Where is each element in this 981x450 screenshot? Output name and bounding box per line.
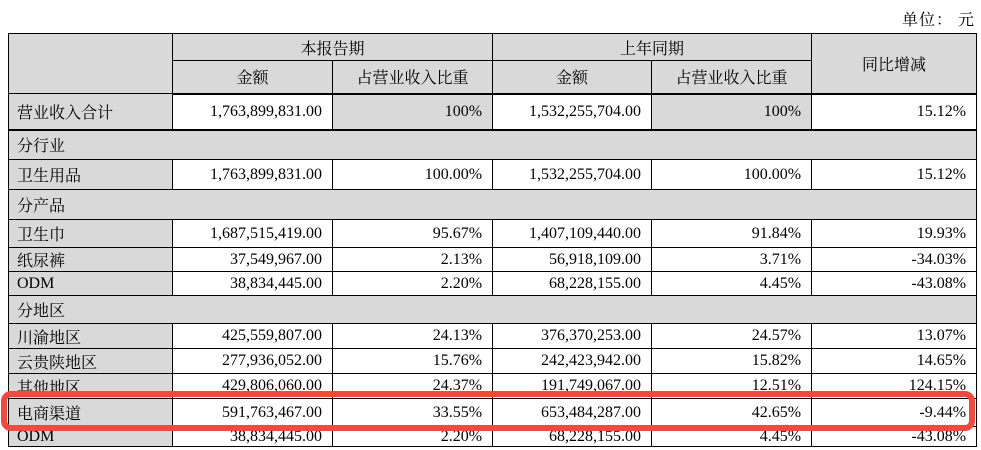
- ratio-cell: 2.20%: [333, 427, 493, 447]
- amount-cell: 37,549,967.00: [173, 248, 333, 272]
- header-prior-period: 上年同期: [493, 34, 812, 61]
- revenue-breakdown-table: [8, 33, 977, 447]
- header-row-label-spacer: [9, 34, 173, 94]
- header-current-ratio: 占营业收入比重: [333, 61, 493, 94]
- ratio-cell: 15.76%: [333, 349, 493, 374]
- table-header: [9, 34, 977, 94]
- ratio-cell: 33.55%: [333, 399, 493, 427]
- ratio-cell: 12.51%: [652, 374, 812, 399]
- unit-note: 单位： 元: [901, 12, 975, 29]
- table-row: [9, 427, 977, 447]
- amount-cell: 653,484,287.00: [493, 399, 652, 427]
- yoy-cell: 19.93%: [812, 220, 977, 248]
- table-row: [9, 272, 977, 296]
- amount-cell: 1,532,255,704.00: [493, 160, 652, 190]
- header-current-period: 本报告期: [173, 34, 493, 61]
- amount-cell: 38,834,445.00: [173, 427, 333, 447]
- ratio-cell: 100.00%: [333, 160, 493, 190]
- section-row: [9, 190, 977, 220]
- ratio-cell: 4.45%: [652, 427, 812, 447]
- row-label: 其他地区: [9, 374, 173, 399]
- amount-cell: 376,370,253.00: [493, 324, 652, 349]
- amount-cell: 1,763,899,831.00: [173, 160, 333, 190]
- yoy-cell: 14.65%: [812, 349, 977, 374]
- table-row: [9, 349, 977, 374]
- ratio-cell: 15.82%: [652, 349, 812, 374]
- table-row: [9, 248, 977, 272]
- amount-cell: 1,532,255,704.00: [493, 94, 652, 130]
- table-row-highlighted: [9, 399, 977, 427]
- amount-cell: 38,834,445.00: [173, 272, 333, 296]
- amount-cell: 242,423,942.00: [493, 349, 652, 374]
- amount-cell: 429,806,060.00: [173, 374, 333, 399]
- table-body: [9, 94, 977, 447]
- table-row: [9, 220, 977, 248]
- row-label: ODM: [9, 272, 173, 296]
- yoy-cell: -9.44%: [812, 399, 977, 427]
- table-row: [9, 160, 977, 190]
- header-yoy-change: 同比增减: [812, 34, 977, 94]
- yoy-cell: -43.08%: [812, 272, 977, 296]
- section-row: [9, 130, 977, 160]
- amount-cell: 425,559,807.00: [173, 324, 333, 349]
- amount-cell: 191,749,067.00: [493, 374, 652, 399]
- ratio-cell: 91.84%: [652, 220, 812, 248]
- table-row: [9, 324, 977, 349]
- amount-cell: 68,228,155.00: [493, 427, 652, 447]
- ratio-cell: 100%: [652, 94, 812, 130]
- ratio-cell: 3.71%: [652, 248, 812, 272]
- row-label: 卫生巾: [9, 220, 173, 248]
- ratio-cell: 100%: [333, 94, 493, 130]
- ratio-cell: 100.00%: [652, 160, 812, 190]
- ratio-cell: 2.13%: [333, 248, 493, 272]
- row-label: 云贵陕地区: [9, 349, 173, 374]
- yoy-cell: -43.08%: [812, 427, 977, 447]
- header-prior-amount: 金额: [493, 61, 652, 94]
- amount-cell: 277,936,052.00: [173, 349, 333, 374]
- ratio-cell: 42.65%: [652, 399, 812, 427]
- table-row: [9, 374, 977, 399]
- amount-cell: 1,407,109,440.00: [493, 220, 652, 248]
- row-label: 卫生用品: [9, 160, 173, 190]
- amount-cell: 1,763,899,831.00: [173, 94, 333, 130]
- row-label: 川渝地区: [9, 324, 173, 349]
- row-label: 营业收入合计: [9, 94, 173, 130]
- section-label: 分地区: [9, 296, 977, 324]
- amount-cell: 1,687,515,419.00: [173, 220, 333, 248]
- table-row: [9, 94, 977, 130]
- ratio-cell: 4.45%: [652, 272, 812, 296]
- ratio-cell: 24.13%: [333, 324, 493, 349]
- yoy-cell: 15.12%: [812, 160, 977, 190]
- row-label: 纸尿裤: [9, 248, 173, 272]
- amount-cell: 68,228,155.00: [493, 272, 652, 296]
- ratio-cell: 2.20%: [333, 272, 493, 296]
- ratio-cell: 24.37%: [333, 374, 493, 399]
- row-label: 电商渠道: [9, 399, 173, 427]
- section-row: [9, 296, 977, 324]
- row-label: ODM: [9, 427, 173, 447]
- yoy-cell: 13.07%: [812, 324, 977, 349]
- ratio-cell: 24.57%: [652, 324, 812, 349]
- amount-cell: 56,918,109.00: [493, 248, 652, 272]
- section-label: 分产品: [9, 190, 977, 220]
- yoy-cell: 15.12%: [812, 94, 977, 130]
- header-prior-ratio: 占营业收入比重: [652, 61, 812, 94]
- yoy-cell: -34.03%: [812, 248, 977, 272]
- ratio-cell: 95.67%: [333, 220, 493, 248]
- header-current-amount: 金额: [173, 61, 333, 94]
- amount-cell: 591,763,467.00: [173, 399, 333, 427]
- section-label: 分行业: [9, 130, 977, 160]
- yoy-cell: 124.15%: [812, 374, 977, 399]
